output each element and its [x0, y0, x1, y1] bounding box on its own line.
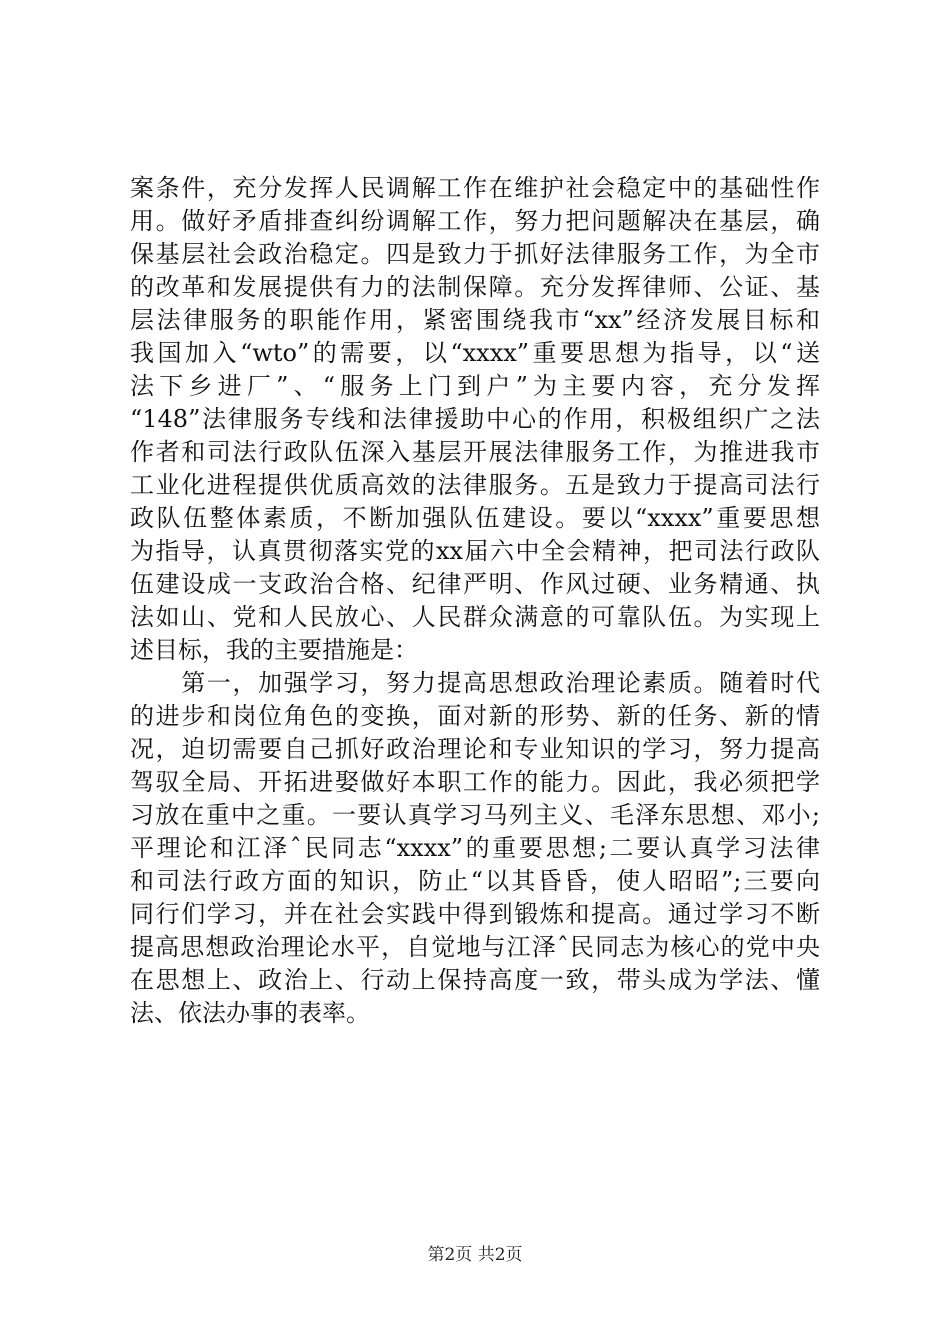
text-line: 况，迫切需要自己抓好政治理论和专业知识的学习，努力提高	[130, 735, 820, 763]
text-line: 我国加入“wto”的需要，以“xxxx”重要思想为指导，以“送	[130, 339, 820, 367]
text-line: 法、依法办事的表率。	[130, 999, 370, 1027]
text-line: “148”法律服务专线和法律援助中心的作用，积极组织广之法	[130, 405, 820, 433]
text-line: 工业化进程提供优质高效的法律服务。五是致力于提高司法行	[130, 471, 820, 499]
text-line: 用。做好矛盾排查纠纷调解工作，努力把问题解决在基层，确	[130, 207, 820, 235]
text-line: 驾驭全局、开拓进娶做好本职工作的能力。因此，我必须把学	[130, 768, 820, 796]
text-line: 层法律服务的职能作用，紧密围绕我市“xx”经济发展目标和	[130, 306, 820, 334]
text-line: 平理论和江泽ˆ民同志“xxxx”的重要思想;二要认真学习法律	[130, 834, 820, 862]
text-line: 法如山、党和人民放心、人民群众满意的可靠队伍。为实现上	[130, 603, 820, 631]
text-line: 案条件，充分发挥人民调解工作在维护社会稳定中的基础性作	[130, 174, 820, 202]
text-line: 的改革和发展提供有力的法制保障。充分发挥律师、公证、基	[130, 273, 820, 301]
text-line: 述目标，我的主要措施是：	[130, 636, 418, 664]
page-number-footer: 第2页 共2页	[427, 1245, 523, 1265]
text-line: 的进步和岗位角色的变换，面对新的形势、新的任务、新的情	[130, 702, 820, 730]
text-line: 提高思想政治理论水平，自觉地与江泽ˆ民同志为核心的党中央	[130, 933, 820, 961]
text-line: 政队伍整体素质，不断加强队伍建设。要以“xxxx”重要思想	[130, 504, 820, 532]
text-line: 保基层社会政治稳定。四是致力于抓好法律服务工作，为全市	[130, 240, 820, 268]
text-line: 法下乡进厂”、“服务上门到户”为主要内容，充分发挥	[130, 372, 820, 400]
text-line: 同行们学习，并在社会实践中得到锻炼和提高。通过学习不断	[130, 900, 820, 928]
text-line: 为指导，认真贯彻落实党的xx届六中全会精神，把司法行政队	[130, 537, 820, 565]
text-line: 在思想上、政治上、行动上保持高度一致，带头成为学法、懂	[130, 966, 820, 994]
text-line: 习放在重中之重。一要认真学习马列主义、毛泽东思想、邓小;	[130, 801, 820, 829]
text-line: 作者和司法行政队伍深入基层开展法律服务工作，为推进我市	[130, 438, 820, 466]
text-line: 第一，加强学习，努力提高思想政治理论素质。随着时代	[130, 669, 820, 697]
text-line: 伍建设成一支政治合格、纪律严明、作风过硬、业务精通、执	[130, 570, 820, 598]
text-line: 和司法行政方面的知识，防止“以其昏昏，使人昭昭”;三要向	[130, 867, 820, 895]
body-text	[130, 172, 820, 1030]
